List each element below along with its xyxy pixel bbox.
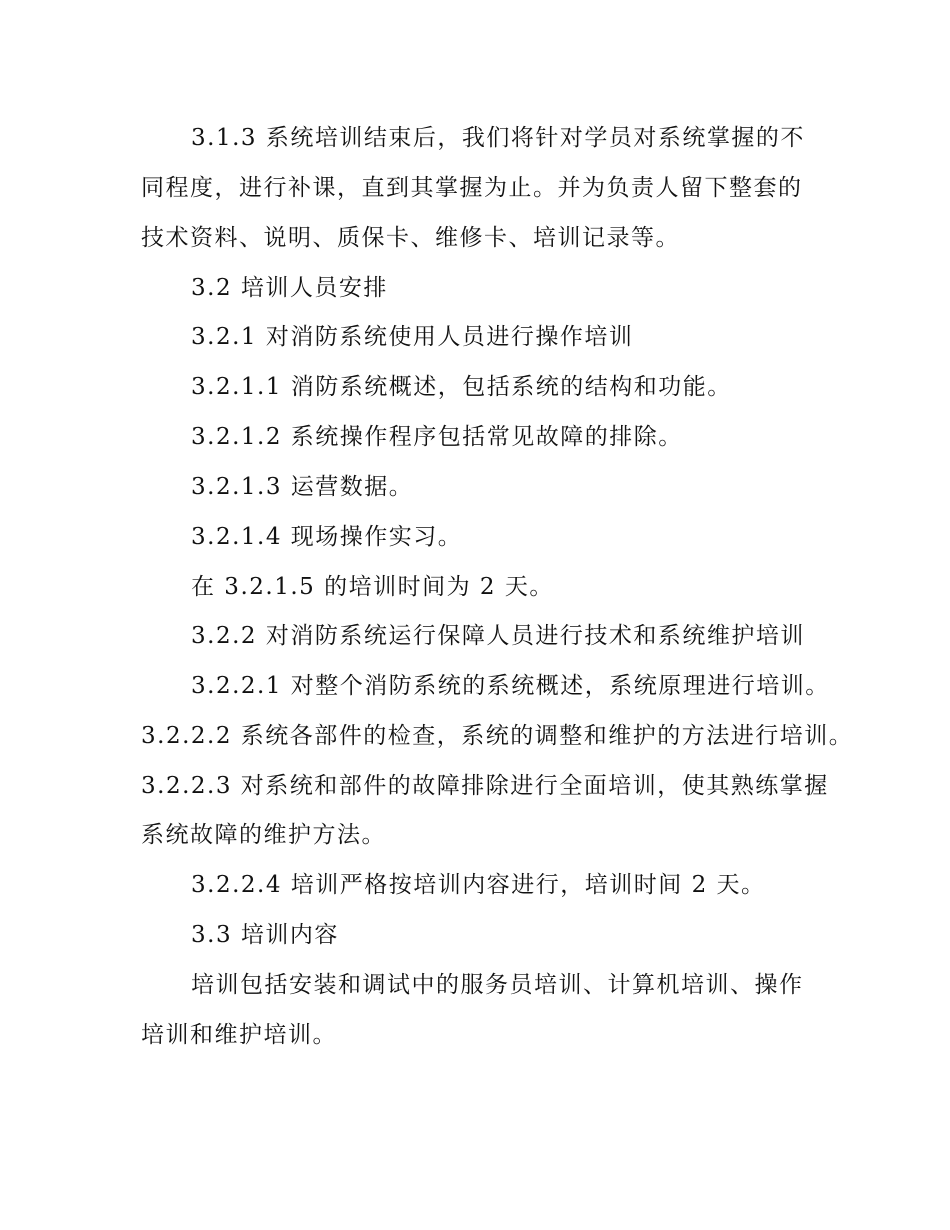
list-item-3-2-2-3-line-2: 系统故障的维护方法。 bbox=[141, 822, 386, 848]
list-item-3-2-2-4: 3.2.2.4 培训严格按培训内容进行，培训时间 2 天。 bbox=[191, 872, 766, 898]
paragraph-3-1-3-line-1: 3.1.3 系统培训结束后，我们将针对学员对系统掌握的不 bbox=[191, 125, 805, 151]
list-item-3-2-2-1: 3.2.2.1 对整个消防系统的系统概述，系统原理进行培训。 bbox=[191, 673, 830, 699]
section-heading-3-2: 3.2 培训人员安排 bbox=[191, 275, 388, 301]
paragraph-3-1-3-line-2: 同程度，进行补课，直到其掌握为止。并为负责人留下整套的 bbox=[141, 175, 803, 201]
training-content-line-1: 培训包括安装和调试中的服务员培训、计算机培训、操作 bbox=[191, 972, 804, 998]
list-item-3-2-1-1: 3.2.1.1 消防系统概述，包括系统的结构和功能。 bbox=[191, 374, 732, 400]
list-item-3-2-2-2: 3.2.2.2 系统各部件的检查，系统的调整和维护的方法进行培训。 bbox=[141, 723, 854, 749]
list-item-3-2-1-4: 3.2.1.4 现场操作实习。 bbox=[191, 524, 463, 550]
training-duration-note: 在 3.2.1.5 的培训时间为 2 天。 bbox=[191, 574, 554, 600]
list-item-3-2-1-3: 3.2.1.3 运营数据。 bbox=[191, 474, 414, 500]
list-item-3-2-1-2: 3.2.1.2 系统操作程序包括常见故障的排除。 bbox=[191, 424, 683, 450]
training-content-line-2: 培训和维护培训。 bbox=[141, 1022, 337, 1048]
subsection-heading-3-2-2: 3.2.2 对消防系统运行保障人员进行技术和系统维护培训 bbox=[191, 623, 805, 649]
paragraph-3-1-3-line-3: 技术资料、说明、质保卡、维修卡、培训记录等。 bbox=[141, 225, 680, 251]
list-item-3-2-2-3-line-1: 3.2.2.3 对系统和部件的故障排除进行全面培训，使其熟练掌握 bbox=[141, 773, 829, 799]
section-heading-3-3: 3.3 培训内容 bbox=[191, 922, 339, 948]
subsection-heading-3-2-1: 3.2.1 对消防系统使用人员进行操作培训 bbox=[191, 324, 634, 350]
